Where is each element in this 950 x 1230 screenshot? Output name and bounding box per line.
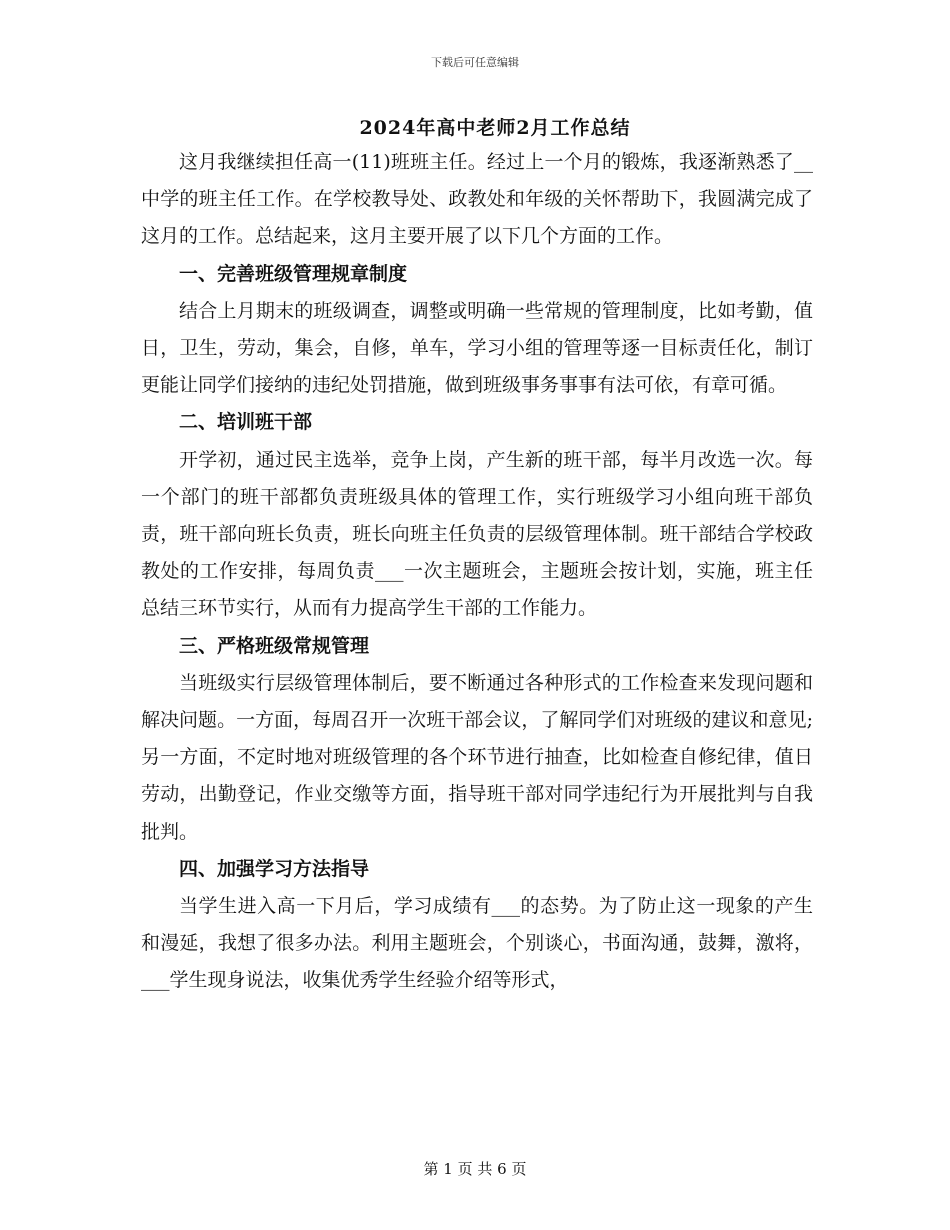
section-paragraph-2: 开学初，通过民主选举，竞争上岗，产生新的班干部，每半月改选一次。每一个部门的班干部都负责班级具体的管理工作，实行班级学习小组向班干部负责，班干部向班长负责，班长向班主任负责的层级管理体制。班干部结合学校政教处的工作安排，每周负责___一次主题班会，主题班会按计划，实施，班主任总结三环节实行，从而有力提高学生干部的工作能力。: [141, 448, 813, 620]
section-paragraph-1: 结合上月期末的班级调查，调整或明确一些常规的管理制度，比如考勤，值日，卫生，劳动，集会，自修，单车，学习小组的管理等逐一目标责任化，制订更能让同学们接纳的违纪处罚措施，做到班级事务事事有法可依，有章可循。: [141, 299, 813, 397]
section-heading-2: 二、培训班干部: [179, 411, 313, 434]
intro-paragraph: 这月我继续担任高一(11)班班主任。经过上一个月的锻炼，我逐渐熟悉了__中学的班主任工作。在学校教导处、政教处和年级的关怀帮助下，我圆满完成了这月的工作。总结起来，这月主要开展了以下几个方面的工作。: [141, 151, 813, 248]
page-number: 第 1 页 共 6 页: [423, 1160, 527, 1178]
section-heading-3: 三、严格班级常规管理: [179, 634, 370, 657]
document-title: 2024年高中老师2月工作总结: [359, 117, 631, 139]
section-paragraph-3: 当班级实行层级管理体制后，要不断通过各种形式的工作检查来发现问题和解决问题。一方面，每周召开一次班干部会议，了解同学们对班级的建议和意见;另一方面，不定时地对班级管理的各个环节进行抽查，比如检查自修纪律，值日劳动，出勤登记，作业交缴等方面，指导班干部对同学违纪行为开展批判与自我批判。: [141, 671, 813, 843]
section-heading-1: 一、完善班级管理规章制度: [179, 262, 408, 285]
document-body: [141, 144, 813, 1000]
section-heading-4: 四、加强学习方法指导: [179, 857, 370, 880]
section-paragraph-4: 当学生进入高一下月后，学习成绩有___的态势。为了防止这一现象的产生和漫延，我想了很多办法。利用主题班会，个别谈心，书面沟通，鼓舞，激将，___学生现身说法，收集优秀学生经验介绍等形式，: [141, 895, 813, 992]
header-note: 下载后可任意编辑: [431, 56, 519, 69]
